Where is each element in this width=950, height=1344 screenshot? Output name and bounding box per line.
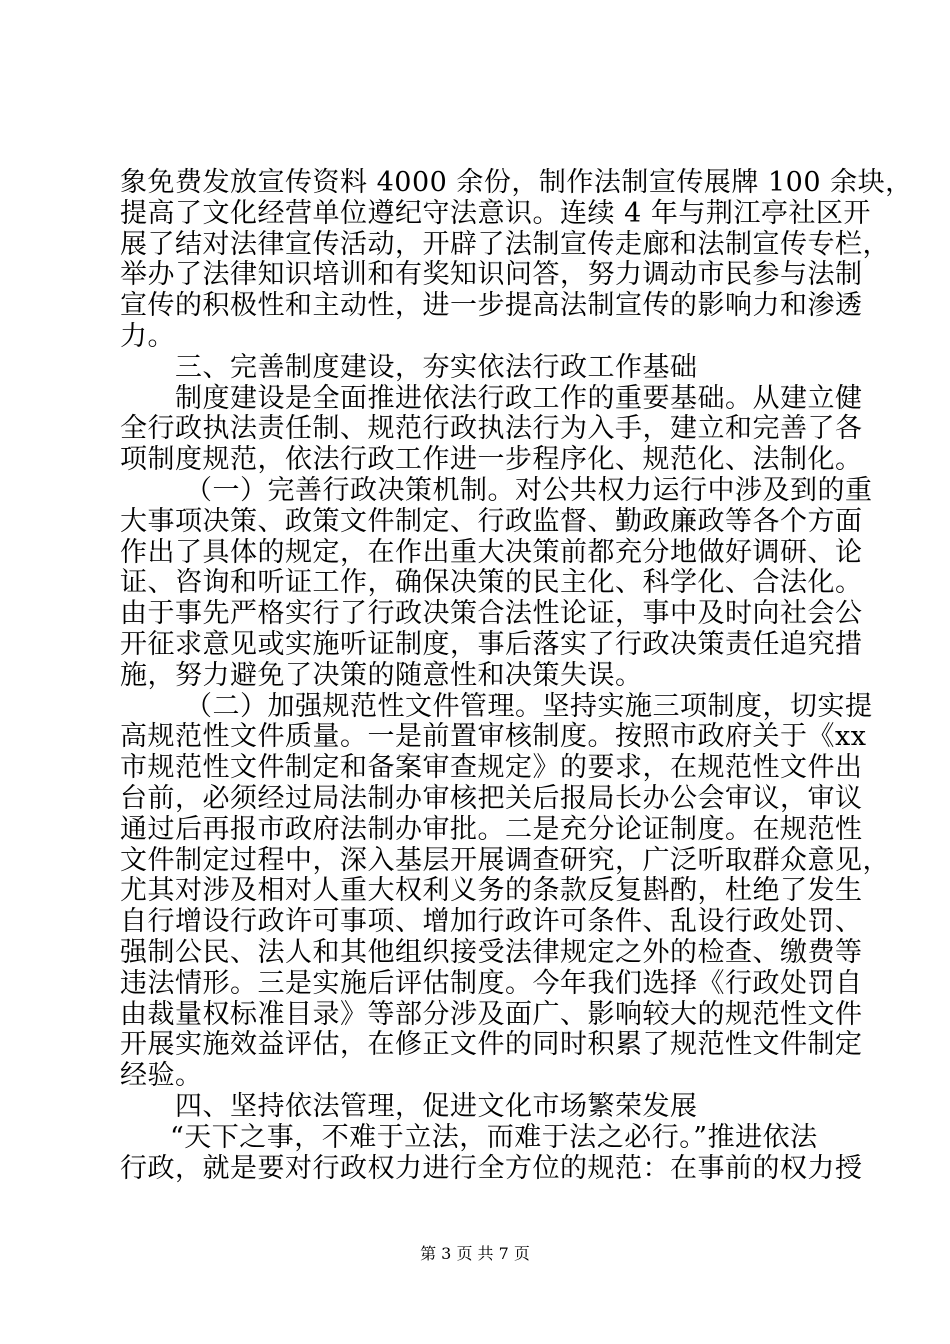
text-line: 台前，必须经过局法制办审核把关后报局长办公会审议，审议 xyxy=(120,783,863,814)
text-line: 全行政执法责任制、规范行政执法行为入手，建立和完善了各 xyxy=(120,413,863,444)
text-line: 通过后再报市政府法制办审批。二是充分论证制度。在规范性 xyxy=(120,814,863,845)
text-line: （一）完善行政决策机制。对公共权力运行中涉及到的重 xyxy=(185,475,873,506)
text-line: 作出了具体的规定，在作出重大决策前都充分地做好调研、论 xyxy=(120,537,863,568)
text-line: 证、咨询和听证工作，确保决策的民主化、科学化、合法化。 xyxy=(120,567,863,598)
text-line: 强制公民、法人和其他组织接受法律规定之外的检查、缴费等 xyxy=(120,937,863,968)
text-line: 制度建设是全面推进依法行政工作的重要基础。从建立健 xyxy=(175,383,863,414)
text-line: 自行增设行政许可事项、增加行政许可条件、乱设行政处罚、 xyxy=(120,906,863,937)
text-line: 由于事先严格实行了行政决策合法性论证，事中及时向社会公 xyxy=(120,598,863,629)
text-line: “天下之事，不难于立法，而难于法之必行。”推进依法 xyxy=(170,1122,818,1153)
text-line: 大事项决策、政策文件制定、行政监督、勤政廉政等各个方面 xyxy=(120,506,863,537)
text-line: 举办了法律知识培训和有奖知识问答，努力调动市民参与法制 xyxy=(120,259,863,290)
text-line: 提高了文化经营单位遵纪守法意识。连续 4 年与荆江亭社区开 xyxy=(120,198,871,229)
text-line: 开征求意见或实施听证制度，事后落实了行政决策责任追究措 xyxy=(120,629,863,660)
text-line: 项制度规范，依法行政工作进一步程序化、规范化、法制化。 xyxy=(120,444,863,475)
text-line: 力。 xyxy=(120,321,175,352)
text-line: 开展实施效益评估，在修正文件的同时积累了规范性文件制定 xyxy=(120,1029,863,1060)
text-line: 高规范性文件质量。一是前置审核制度。按照市政府关于《xx xyxy=(120,721,867,752)
text-line: 文件制定过程中，深入基层开展调查研究，广泛听取群众意见， xyxy=(120,845,890,876)
text-line: 宣传的积极性和主动性，进一步提高法制宣传的影响力和渗透 xyxy=(120,290,863,321)
text-line: 施，努力避免了决策的随意性和决策失误。 xyxy=(120,660,643,691)
text-line: 经验。 xyxy=(120,1060,203,1091)
text-line: 尤其对涉及相对人重大权利义务的条款反复斟酌，杜绝了发生 xyxy=(120,875,863,906)
text-line: （二）加强规范性文件管理。坚持实施三项制度，切实提 xyxy=(185,691,873,722)
text-line: 展了结对法律宣传活动，开辟了法制宣传走廊和法制宣传专栏， xyxy=(120,229,890,260)
page-number-footer: 第 3 页 共 7 页 xyxy=(420,1244,530,1263)
text-line: 由裁量权标准目录》等部分涉及面广、影响较大的规范性文件 xyxy=(120,999,863,1030)
text-line: 四、坚持依法管理，促进文化市场繁荣发展 xyxy=(175,1091,698,1122)
text-line: 违法情形。三是实施后评估制度。今年我们选择《行政处罚自 xyxy=(120,968,863,999)
text-line: 象免费发放宣传资料 4000 余份，制作法制宣传展牌 100 余块， xyxy=(120,167,913,198)
text-line: 市规范性文件制定和备案审查规定》的要求，在规范性文件出 xyxy=(120,752,863,783)
section-heading: 三、完善制度建设，夯实依法行政工作基础 xyxy=(175,352,698,383)
text-line: 行政，就是要对行政权力进行全方位的规范：在事前的权力授 xyxy=(120,1153,863,1184)
